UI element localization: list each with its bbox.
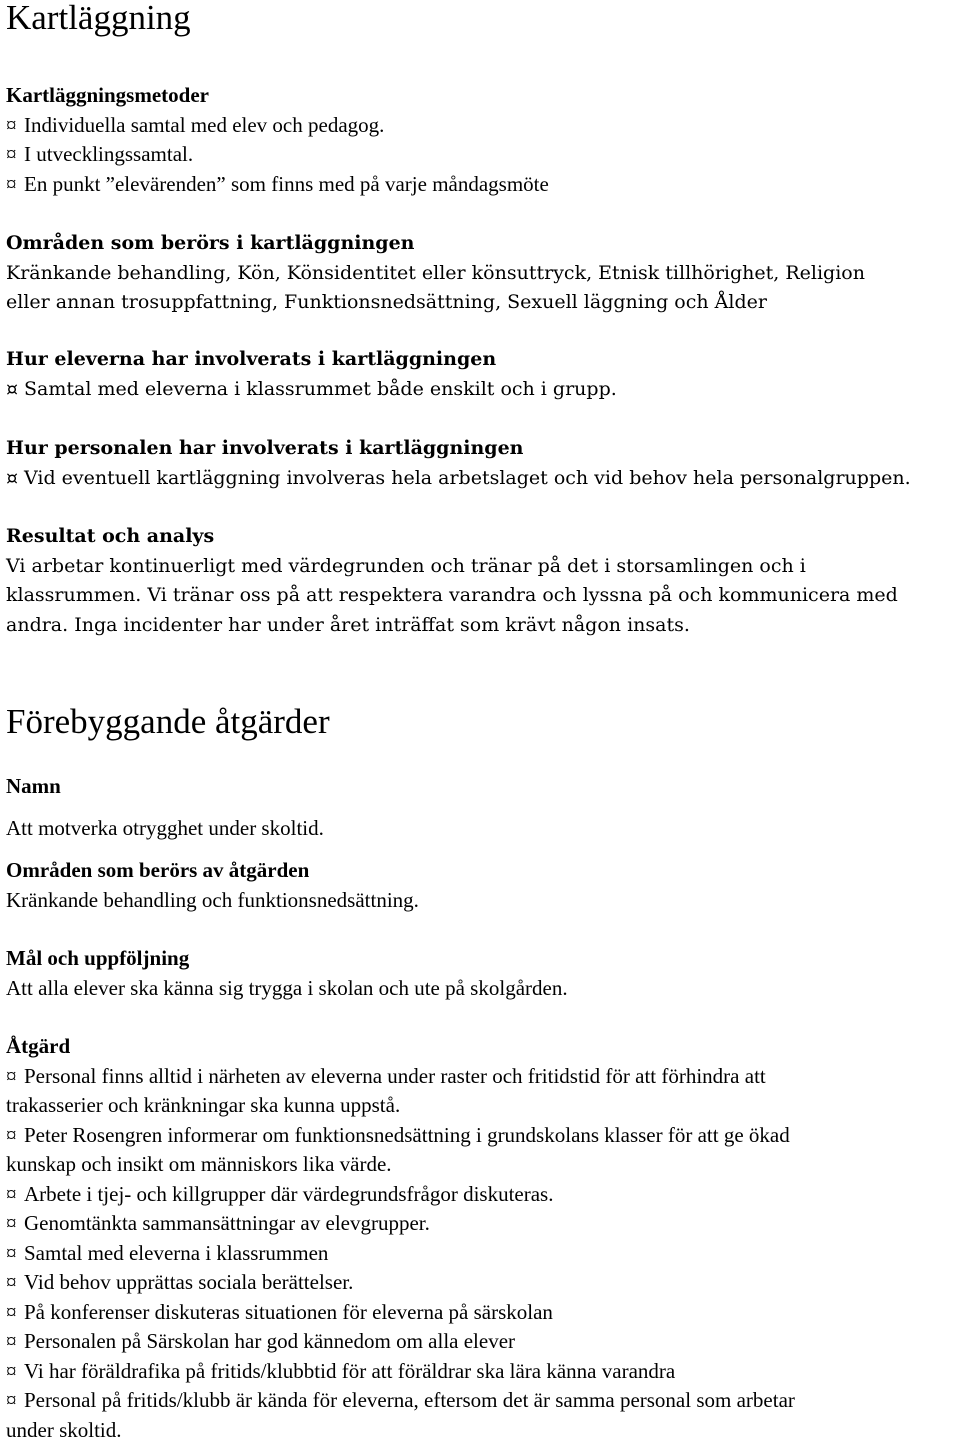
- measure-heading: Åtgärd: [6, 1032, 960, 1062]
- areas-text-line: eller annan trosuppfattning, Funktionsnedsättning, Sexuell läggning och Ålder: [6, 288, 956, 318]
- list-item-line: ¤ Vi har föräldrafika på fritids/klubbtid för att föräldrar ska lära känna varandra: [24, 1357, 960, 1387]
- bullet-icon: ¤: [6, 1327, 24, 1357]
- list-item: [6, 1268, 960, 1298]
- bullet-icon: ¤: [6, 1121, 24, 1151]
- name-value: Att motverka otrygghet under skoltid.: [6, 814, 956, 844]
- bullet-icon: ¤: [6, 1239, 24, 1269]
- goals-value: Att alla elever ska känna sig trygga i skolan och ute på skolgården.: [6, 974, 956, 1004]
- bullet-icon: ¤: [6, 1062, 24, 1092]
- areas-heading: Områden som berörs i kartläggningen: [6, 229, 956, 259]
- list-item-line: ¤ Peter Rosengren informerar om funktionsnedsättning i grundskolans klasser för att ge ökad: [24, 1121, 960, 1151]
- list-item: [6, 1298, 960, 1328]
- bullet-icon: ¤: [6, 1298, 24, 1328]
- name-value-block: [6, 814, 956, 844]
- students-heading: Hur eleverna har involverats i kartläggningen: [6, 345, 956, 375]
- bullet-icon: ¤: [6, 375, 24, 405]
- bullet-icon: ¤: [6, 464, 24, 494]
- affected-areas-block: [6, 856, 956, 915]
- staff-heading: Hur personalen har involverats i kartläggningen: [6, 434, 960, 464]
- list-item: ¤ Individuella samtal med elev och pedagog.: [6, 111, 956, 141]
- bullet-icon: ¤: [6, 1386, 24, 1416]
- bullet-icon: ¤: [6, 140, 24, 170]
- areas-block: [6, 229, 956, 318]
- list-item-line: ¤ Personalen på Särskolan har god kännedom om alla elever: [24, 1327, 960, 1357]
- bullet-icon: ¤: [6, 111, 24, 141]
- results-text-line: Vi arbetar kontinuerligt med värdegrunden och tränar på det i storsamlingen och i: [6, 552, 956, 582]
- results-text-line: klassrummen. Vi tränar oss på att respektera varandra och lyssna på och kommunicera med: [6, 581, 956, 611]
- list-item-line: ¤ Personal finns alltid i närheten av eleverna under raster och fritidstid för att förhindra att: [24, 1062, 960, 1092]
- methods-heading: Kartläggningsmetoder: [6, 81, 956, 111]
- list-item-line: ¤ Samtal med eleverna i klassrummen: [24, 1239, 960, 1269]
- bullet-icon: ¤: [6, 1180, 24, 1210]
- students-block: [6, 345, 956, 404]
- list-item-continuation: trakasserier och kränkningar ska kunna uppstå.: [24, 1091, 960, 1121]
- list-item-line: ¤ Genomtänkta sammansättningar av elevgrupper.: [24, 1209, 960, 1239]
- bullet-icon: ¤: [6, 1209, 24, 1239]
- bullet-icon: ¤: [6, 1268, 24, 1298]
- bullet-icon: ¤: [6, 170, 24, 200]
- measure-list: [6, 1062, 960, 1445]
- list-item: [6, 1386, 960, 1445]
- list-item-line: ¤ Vid behov upprättas sociala berättelser.: [24, 1268, 960, 1298]
- section-title: Kartläggning: [6, 0, 191, 35]
- goals-heading: Mål och uppföljning: [6, 944, 956, 974]
- list-item: ¤ En punkt ”elevärenden” som finns med på varje måndagsmöte: [6, 170, 956, 200]
- list-item: [6, 1357, 960, 1387]
- bullet-icon: ¤: [6, 1357, 24, 1387]
- affected-areas-value: Kränkande behandling och funktionsnedsättning.: [6, 886, 956, 916]
- results-heading: Resultat och analys: [6, 522, 956, 552]
- list-item: [6, 1121, 960, 1180]
- list-item-line: ¤ Personal på fritids/klubb är kända för eleverna, eftersom det är samma personal som arbetar: [24, 1386, 960, 1416]
- goals-block: [6, 944, 956, 1003]
- list-item-continuation: under skoltid.: [24, 1416, 960, 1445]
- list-item: ¤ I utvecklingssamtal.: [6, 140, 956, 170]
- list-item: [6, 1209, 960, 1239]
- list-item: ¤ Vid eventuell kartläggning involveras hela arbetslaget och vid behov hela personalgruppen.: [6, 464, 960, 494]
- list-item: [6, 1062, 960, 1121]
- measure-block: [6, 1032, 960, 1445]
- areas-text-line: Kränkande behandling, Kön, Könsidentitet eller könsuttryck, Etnisk tillhörighet, Religion: [6, 259, 956, 289]
- list-item: ¤ Samtal med eleverna i klassrummet både enskilt och i grupp.: [6, 375, 956, 405]
- list-item-line: ¤ Arbete i tjej- och killgrupper där värdegrundsfrågor diskuteras.: [24, 1180, 960, 1210]
- affected-areas-heading: Områden som berörs av åtgärden: [6, 856, 956, 886]
- list-item: [6, 1180, 960, 1210]
- name-heading: Namn: [6, 772, 956, 802]
- list-item: [6, 1327, 960, 1357]
- name-block: [6, 772, 956, 802]
- list-item-continuation: kunskap och insikt om människors lika värde.: [24, 1150, 960, 1180]
- results-text-line: andra. Inga incidenter har under året inträffat som krävt någon insats.: [6, 611, 956, 641]
- section-title: Förebyggande åtgärder: [6, 704, 330, 739]
- methods-block: [6, 81, 956, 199]
- staff-block: [6, 434, 960, 493]
- results-block: [6, 522, 956, 640]
- list-item: [6, 1239, 960, 1269]
- list-item-line: ¤ På konferenser diskuteras situationen för eleverna på särskolan: [24, 1298, 960, 1328]
